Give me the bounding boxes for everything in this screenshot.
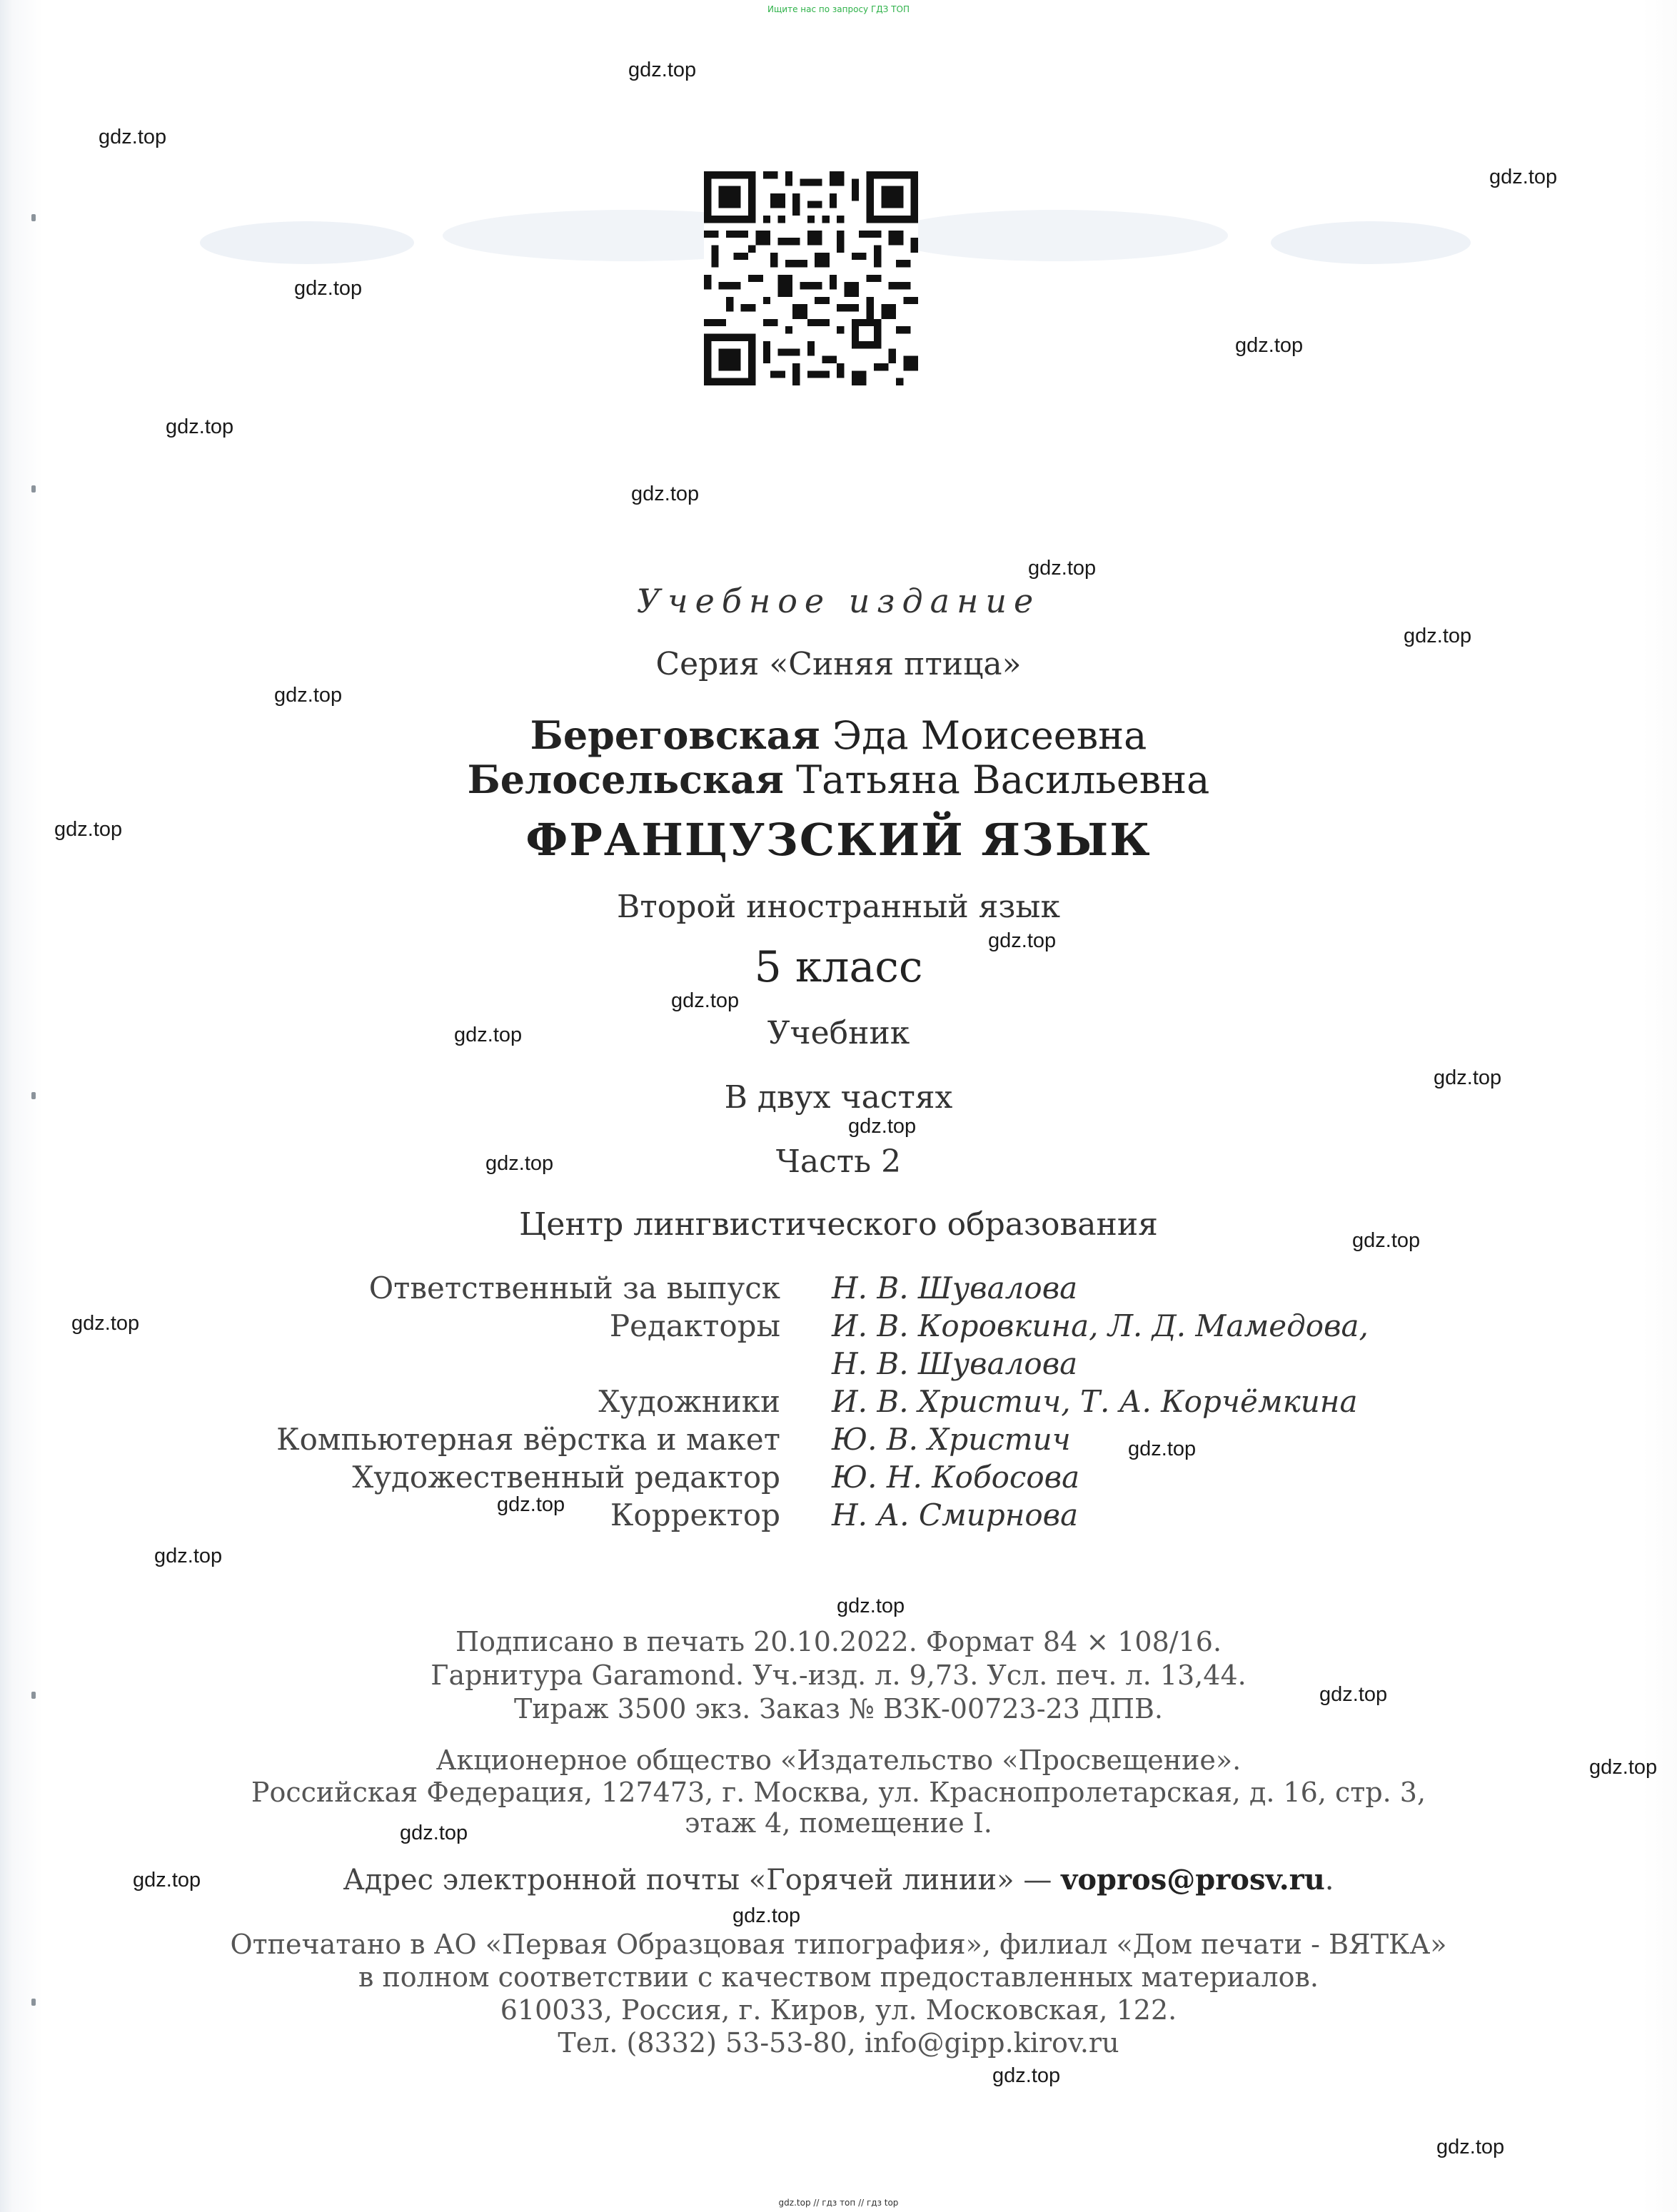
hotline-dot: . bbox=[1324, 1864, 1334, 1897]
publisher-address-floor: этаж 4, помещение I. bbox=[685, 1807, 992, 1839]
credit-names: И. В. Христич, Т. А. Корчёмкина bbox=[832, 1384, 1358, 1419]
imprint-font: Гарнитура Garamond. Уч.-изд. л. 9,73. Усл. печ. л. 13,44. bbox=[430, 1660, 1247, 1691]
watermark: gdz.top bbox=[848, 1115, 917, 1138]
watermark: gdz.top bbox=[1128, 1438, 1197, 1460]
series-name: Серия «Синяя птица» bbox=[655, 646, 1022, 682]
author-1 bbox=[0, 712, 1677, 758]
publisher-address: Российская Федерация, 127473, г. Москва, ул. Краснопролетарская, д. 16, стр. 3, bbox=[251, 1777, 1426, 1808]
credit-names: Ю. В. Христич bbox=[832, 1422, 1071, 1457]
watermark: gdz.top bbox=[631, 483, 700, 505]
credit-role: Ответственный за выпуск bbox=[368, 1271, 780, 1306]
credit-row bbox=[0, 1384, 1677, 1422]
binding-hole bbox=[31, 485, 36, 493]
printer-contacts: Тел. (8332) 53-53-80, info@gipp.kirov.ru bbox=[558, 2027, 1119, 2059]
binding-hole bbox=[31, 214, 36, 221]
watermark: gdz.top bbox=[485, 1152, 554, 1175]
credit-row bbox=[0, 1422, 1677, 1460]
watermark: gdz.top bbox=[992, 2064, 1061, 2087]
hotline bbox=[0, 1863, 1677, 1897]
credit-role: Редакторы bbox=[609, 1308, 780, 1343]
watermark: gdz.top bbox=[1319, 1683, 1388, 1706]
credit-names: Н. А. Смирнова bbox=[832, 1498, 1079, 1532]
printer-address: 610033, Россия, г. Киров, ул. Московская, 122. bbox=[500, 1994, 1177, 2026]
watermark: gdz.top bbox=[133, 1869, 201, 1892]
watermark: gdz.top bbox=[54, 818, 123, 841]
watermark: gdz.top bbox=[274, 684, 343, 707]
watermark: gdz.top bbox=[1404, 625, 1472, 647]
watermark: gdz.top bbox=[294, 277, 363, 300]
book-subtitle: Второй иностранный язык bbox=[617, 889, 1060, 925]
parts-total: В двух частях bbox=[724, 1079, 953, 1116]
watermark: gdz.top bbox=[454, 1024, 523, 1046]
credit-names: Ю. Н. Кобосова bbox=[832, 1460, 1080, 1495]
watermark: gdz.top bbox=[497, 1493, 565, 1516]
hotline-label: Адрес электронной почты «Горячей линии» — bbox=[343, 1864, 1052, 1897]
watermark: gdz.top bbox=[71, 1312, 140, 1335]
publisher-name: Акционерное общество «Издательство «Просвещение». bbox=[435, 1744, 1242, 1776]
credit-row bbox=[0, 1346, 1677, 1384]
watermark: gdz.top bbox=[732, 1904, 801, 1927]
author-2 bbox=[0, 757, 1677, 802]
author-2-given-names: Татьяна Васильевна bbox=[796, 757, 1210, 802]
hotline-email[interactable]: vopros@prosv.ru bbox=[1061, 1863, 1325, 1897]
watermark: gdz.top bbox=[154, 1545, 223, 1567]
watermark: gdz.top bbox=[1434, 1066, 1502, 1089]
qr-code bbox=[704, 171, 918, 385]
book-type: Учебник bbox=[767, 1015, 910, 1051]
imprint-run: Тираж 3500 экз. Заказ № ВЗК-00723-23 ДПВ. bbox=[513, 1693, 1163, 1724]
watermark: gdz.top bbox=[1352, 1229, 1421, 1252]
author-1-given-names: Эда Моисеевна bbox=[832, 713, 1147, 758]
watermark: gdz.top bbox=[628, 59, 697, 81]
edition-type: Учебное издание bbox=[636, 582, 1041, 620]
book-title: ФРАНЦУЗСКИЙ ЯЗЫК bbox=[525, 814, 1152, 866]
watermark: gdz.top bbox=[988, 929, 1057, 952]
watermark: gdz.top bbox=[400, 1822, 468, 1844]
author-2-surname: Белосельская bbox=[467, 757, 784, 802]
credit-row bbox=[0, 1460, 1677, 1498]
credits-list bbox=[0, 1271, 1677, 1535]
credit-role: Компьютерная вёрстка и макет bbox=[276, 1422, 780, 1457]
grade: 5 класс bbox=[754, 942, 923, 992]
top-banner[interactable]: Ищите нас по запросу ГДЗ ТОП bbox=[767, 4, 910, 14]
watermark: gdz.top bbox=[1436, 2136, 1505, 2158]
credit-role: Корректор bbox=[610, 1498, 780, 1532]
credit-row bbox=[0, 1271, 1677, 1308]
credit-names: Н. В. Шувалова bbox=[832, 1346, 1078, 1381]
watermark: gdz.top bbox=[1489, 166, 1558, 188]
footer-banner[interactable]: gdz.top // гдз топ // гдз top bbox=[778, 2198, 899, 2208]
author-1-surname: Береговская bbox=[530, 712, 820, 758]
watermark: gdz.top bbox=[671, 989, 740, 1012]
printer-quality: в полном соответствии с качеством предоставленных материалов. bbox=[358, 1961, 1319, 1993]
credit-role: Художественный редактор bbox=[352, 1460, 780, 1495]
credit-row bbox=[0, 1308, 1677, 1346]
credit-role: Художники bbox=[598, 1384, 780, 1419]
printer-name: Отпечатано в АО «Первая Образцовая типография», филиал «Дом печати - ВЯТКА» bbox=[230, 1929, 1447, 1960]
part-number: Часть 2 bbox=[775, 1143, 902, 1180]
credit-names: И. В. Коровкина, Л. Д. Мамедова, bbox=[832, 1308, 1369, 1343]
watermark: gdz.top bbox=[1589, 1756, 1658, 1779]
watermark: gdz.top bbox=[1028, 557, 1097, 580]
watermark: gdz.top bbox=[1235, 334, 1304, 357]
watermark: gdz.top bbox=[837, 1595, 905, 1617]
credit-row bbox=[0, 1498, 1677, 1535]
publishing-center: Центр лингвистического образования bbox=[519, 1206, 1158, 1243]
watermark: gdz.top bbox=[99, 126, 167, 148]
watermark: gdz.top bbox=[166, 415, 234, 438]
imprint-signed: Подписано в печать 20.10.2022. Формат 84 × 108/16. bbox=[455, 1626, 1222, 1657]
credit-names: Н. В. Шувалова bbox=[832, 1271, 1078, 1306]
